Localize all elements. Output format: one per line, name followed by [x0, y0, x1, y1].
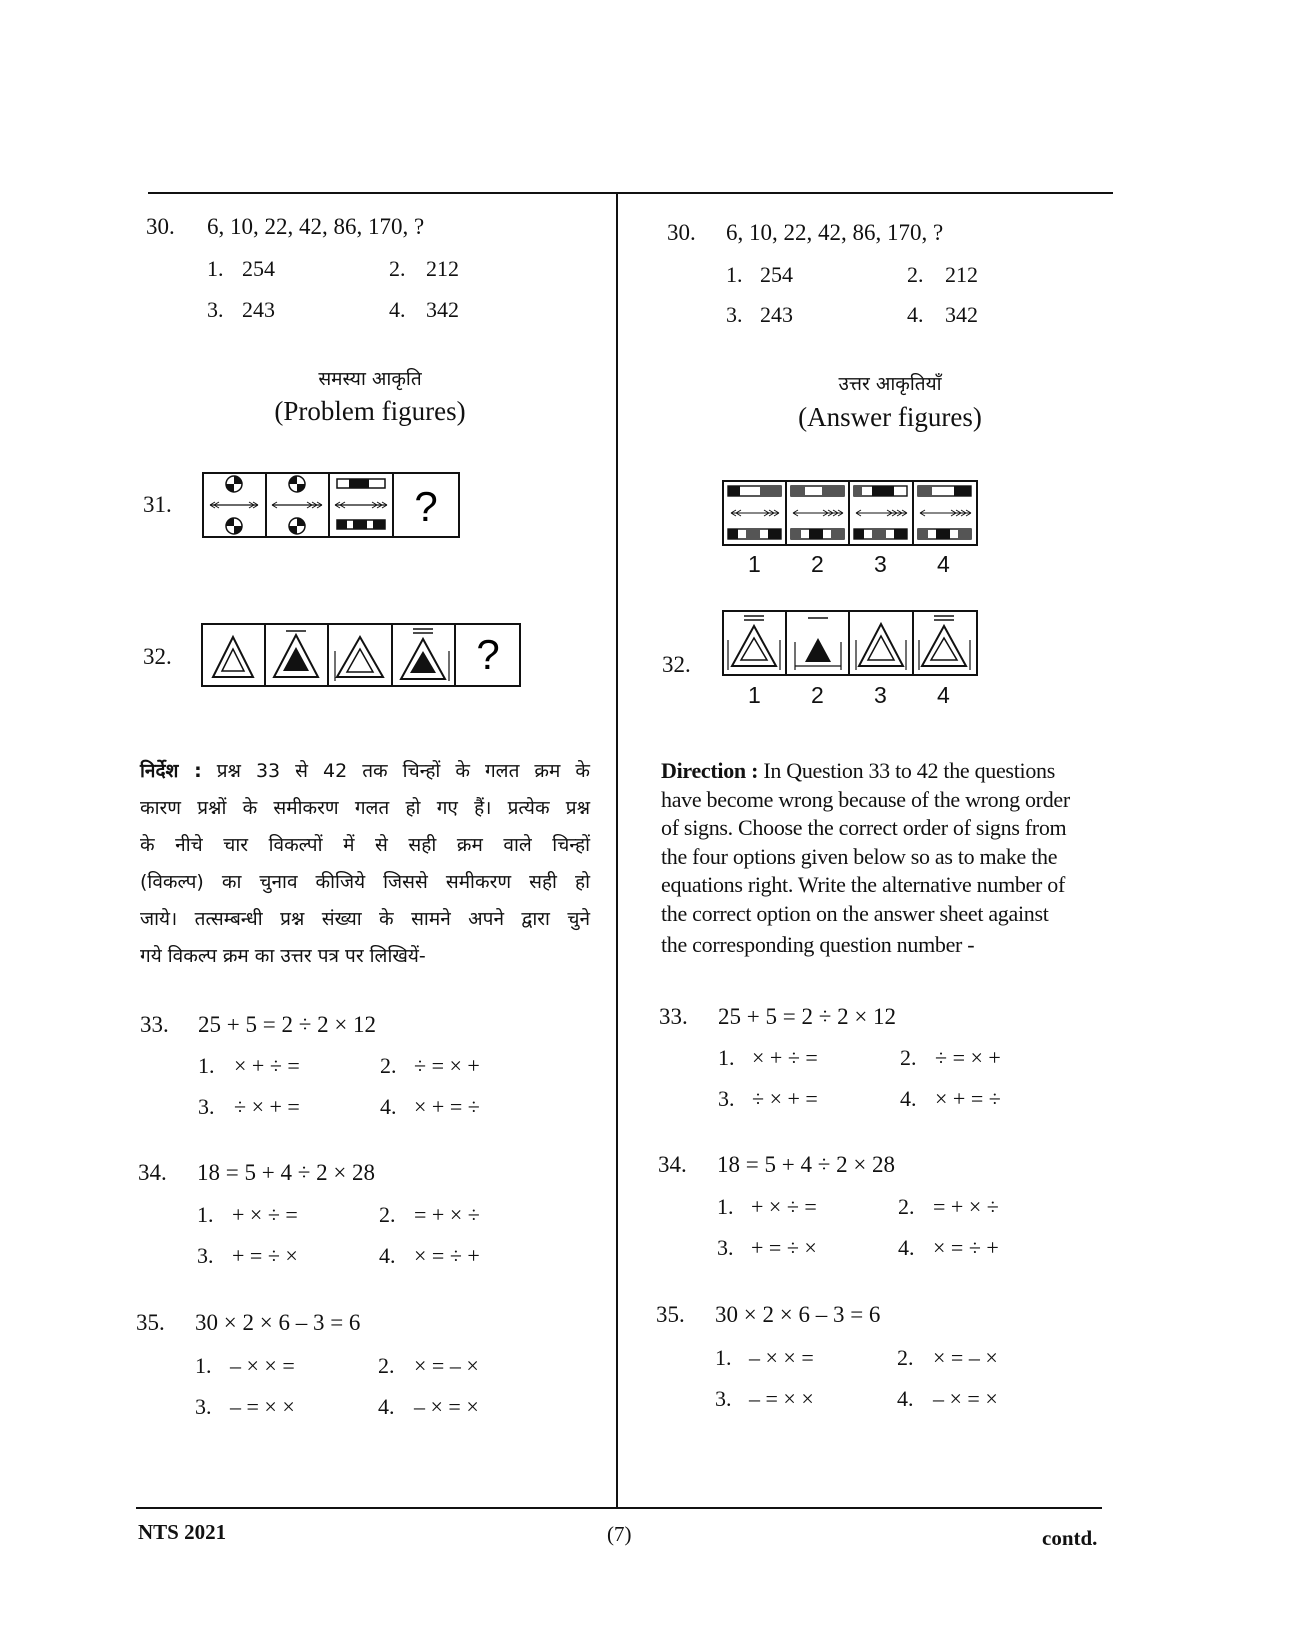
option-number: 3. [207, 297, 224, 322]
answer-figure-label: 1 [748, 551, 761, 577]
option-number: 2. [907, 262, 924, 287]
option-number: 1. [718, 1045, 735, 1070]
option-number: 2. [389, 256, 406, 281]
option-value: 212 [945, 262, 978, 287]
question-text: 25 + 5 = 2 ÷ 2 × 12 [198, 1012, 377, 1037]
question-text: 25 + 5 = 2 ÷ 2 × 12 [718, 1004, 897, 1029]
option-value: 243 [242, 297, 275, 322]
option-number: 4. [380, 1094, 397, 1119]
option-value: × = – × [414, 1353, 479, 1378]
option-value: ÷ × + = [752, 1086, 818, 1111]
direction-english-text: In Question 33 to 42 the questions [763, 758, 1055, 783]
answer-figures-hindi: उत्तर आकृतियाँ [838, 373, 942, 395]
option-value: 254 [242, 256, 275, 281]
option-value: 243 [760, 302, 793, 327]
option-value: 342 [426, 297, 459, 322]
answer-figure-label: 3 [874, 551, 887, 577]
option-value: × + ÷ = [752, 1045, 818, 1070]
question-text: 18 = 5 + 4 ÷ 2 × 28 [717, 1152, 896, 1177]
option-value: – × × = [749, 1345, 814, 1370]
footer-page-number: (7) [607, 1522, 632, 1546]
option-value: ÷ × + = [234, 1094, 300, 1119]
option-number: 4. [897, 1386, 914, 1411]
answer-figure-label: 3 [874, 682, 887, 708]
option-number: 4. [898, 1235, 915, 1260]
option-number: 1. [207, 256, 224, 281]
question-number: 35. [136, 1310, 165, 1335]
option-number: 4. [379, 1243, 396, 1268]
q32-answer-figures [722, 610, 978, 676]
direction-english-line-4: the four options given below so as to make the [661, 843, 1058, 869]
q32-number: 32. [143, 644, 172, 669]
q32-number: 32. [662, 652, 691, 677]
option-number: 4. [378, 1394, 395, 1419]
footer-contd: contd. [1042, 1526, 1098, 1550]
option-value: + = ÷ × [232, 1243, 298, 1268]
option-number: 2. [379, 1202, 396, 1227]
q31-problem-figures [202, 472, 460, 538]
question-number: 33. [140, 1012, 169, 1037]
option-value: × + ÷ = [234, 1053, 300, 1078]
question-mark: ? [414, 483, 438, 530]
option-number: 3. [717, 1235, 734, 1260]
option-number: 1. [726, 262, 743, 287]
option-value: 254 [760, 262, 793, 287]
option-number: 2. [378, 1353, 395, 1378]
option-number: 3. [726, 302, 743, 327]
option-number: 1. [197, 1202, 214, 1227]
option-value: – = × × [230, 1394, 295, 1419]
direction-english-line-3: of signs. Choose the correct order of signs from [661, 815, 1067, 840]
option-value: × = – × [933, 1345, 998, 1370]
direction-hindi-line-3: के नीचे चार विकल्पों में से सही क्रम वाले चिन्हों [140, 834, 590, 856]
quarter-circle-icon [226, 476, 242, 492]
option-value: + × ÷ = [232, 1202, 298, 1227]
question-number: 30. [667, 220, 696, 245]
option-value: – × = × [933, 1386, 998, 1411]
option-value: – × = × [414, 1394, 479, 1419]
option-number: 1. [198, 1053, 215, 1078]
problem-figures-hindi: समस्या आकृति [318, 368, 422, 390]
question-number: 33. [659, 1004, 688, 1029]
option-value: + = ÷ × [751, 1235, 817, 1260]
answer-figure-label: 4 [937, 682, 950, 708]
option-value: ÷ = × + [935, 1045, 1001, 1070]
option-number: 2. [897, 1345, 914, 1370]
direction-hindi [140, 753, 590, 975]
question-number: 35. [656, 1302, 685, 1327]
option-value: × = ÷ + [933, 1235, 999, 1260]
option-number: 3. [715, 1386, 732, 1411]
direction-hindi-line-2: कारण प्रश्नों के समीकरण गलत हो गए हैं। प्रत्येक प्रश्न [140, 797, 590, 819]
direction-english-line-2: have become wrong because of the wrong order [661, 786, 1070, 812]
direction-english-line-7: the corresponding question number - [661, 932, 975, 957]
option-number: 4. [907, 302, 924, 327]
column-divider [616, 192, 618, 1509]
option-value: 212 [426, 256, 459, 281]
answer-figure-label: 4 [937, 551, 950, 577]
bottom-rule [136, 1507, 1102, 1509]
option-number: 3. [195, 1394, 212, 1419]
direction-english-line-5: equations right. Write the alternative number of [661, 872, 1066, 897]
footer-exam-name: NTS 2021 [138, 1520, 227, 1544]
question-number: 30. [146, 214, 175, 239]
option-number: 3. [197, 1243, 214, 1268]
direction-hindi-text: प्रश्न 33 से 42 तक चिन्हों के गलत क्रम के [216, 760, 590, 782]
q32-problem-figures [201, 623, 521, 687]
direction-english-line-1 [661, 757, 1109, 786]
question-number: 34. [658, 1152, 687, 1177]
direction-hindi-line-6: गये विकल्प क्रम का उत्तर पत्र पर लिखियें- [140, 945, 426, 967]
option-number: 2. [900, 1045, 917, 1070]
option-number: 2. [380, 1053, 397, 1078]
answer-figure-label: 2 [811, 682, 824, 708]
option-value: – = × × [749, 1386, 814, 1411]
question-mark: ? [476, 631, 500, 678]
option-value: – × × = [230, 1353, 295, 1378]
option-number: 1. [195, 1353, 212, 1378]
answer-figure-label: 1 [748, 682, 761, 708]
question-text: 6, 10, 22, 42, 86, 170, ? [726, 220, 944, 245]
direction-hindi-line-4: (विकल्प) का चुनाव कीजिये जिससे समीकरण सही हो [140, 871, 590, 893]
option-number: 4. [900, 1086, 917, 1111]
option-number: 1. [717, 1194, 734, 1219]
question-text: 30 × 2 × 6 – 3 = 6 [195, 1310, 361, 1335]
question-text: 30 × 2 × 6 – 3 = 6 [715, 1302, 881, 1327]
option-value: × = ÷ + [414, 1243, 480, 1268]
top-rule [148, 192, 1113, 194]
option-number: 1. [715, 1345, 732, 1370]
option-value: ÷ = × + [414, 1053, 480, 1078]
q31-number: 31. [143, 492, 172, 517]
direction-hindi-line-5: जाये। तत्सम्बन्धी प्रश्न संख्या के सामने अपने द्वारा चुने [140, 908, 590, 930]
question-text: 18 = 5 + 4 ÷ 2 × 28 [197, 1160, 376, 1185]
option-value: × + = ÷ [935, 1086, 1001, 1111]
option-number: 4. [389, 297, 406, 322]
question-number: 34. [138, 1160, 167, 1185]
direction-hindi-label: निर्देश : [140, 760, 202, 782]
answer-figures-title: (Answer figures) [798, 402, 982, 432]
answer-figure-label: 2 [811, 551, 824, 577]
option-value: × + = ÷ [414, 1094, 480, 1119]
direction-english [661, 757, 1109, 960]
option-value: 342 [945, 302, 978, 327]
option-value: = + × ÷ [414, 1202, 480, 1227]
problem-figures-title: (Problem figures) [274, 396, 466, 426]
option-number: 3. [718, 1086, 735, 1111]
direction-english-label: Direction : [661, 758, 759, 783]
q31-answer-figures [722, 480, 978, 546]
option-value: + × ÷ = [751, 1194, 817, 1219]
option-number: 2. [898, 1194, 915, 1219]
option-value: = + × ÷ [933, 1194, 999, 1219]
direction-english-line-6: the correct option on the answer sheet against [661, 900, 1049, 926]
option-number: 3. [198, 1094, 215, 1119]
question-text: 6, 10, 22, 42, 86, 170, ? [207, 214, 425, 239]
direction-hindi-line-1 [140, 753, 590, 790]
